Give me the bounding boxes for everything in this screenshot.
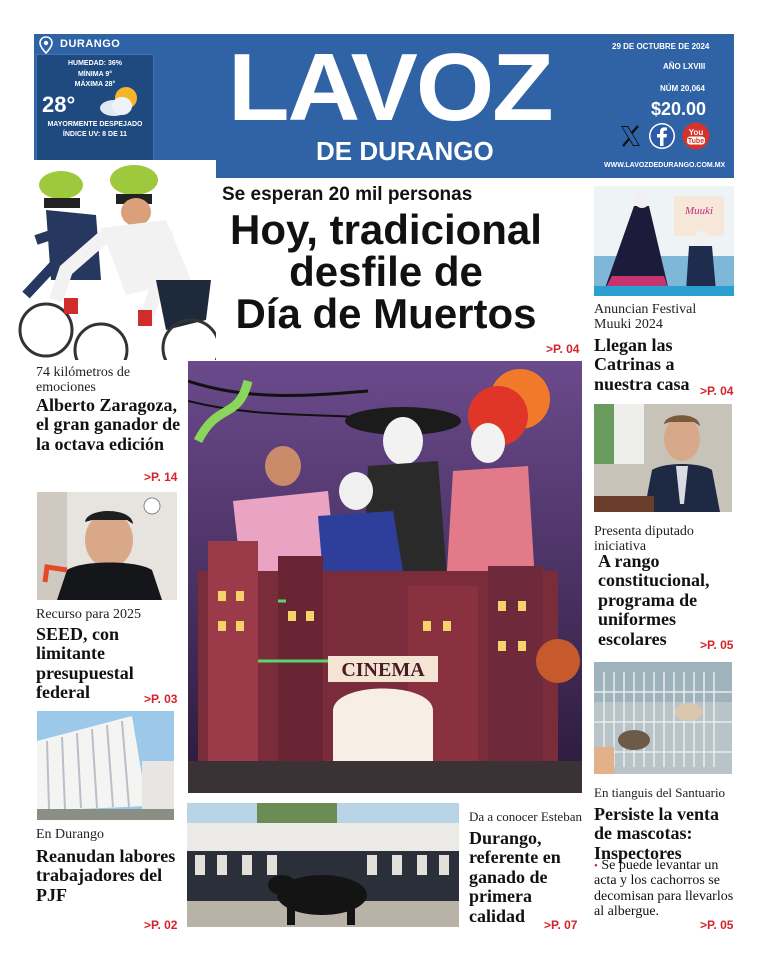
catrinas-photo [594, 186, 734, 296]
weather-temperature: 28° [42, 92, 76, 117]
main-story-photo [188, 361, 582, 793]
main-headline-line: Día de Muertos [235, 290, 537, 337]
left-story-2-headline[interactable]: SEED, con limitante presupuestal federal [36, 624, 134, 703]
website-url[interactable]: WWW.LAVOZDEDURANGO.COM.MX [604, 162, 726, 169]
issue-year: AÑO LXVIII [663, 62, 706, 71]
main-headline-line: desfile de [289, 248, 483, 295]
weather-humidity: HUMEDAD: 36% [67, 60, 123, 67]
cinema-sign: CINEMA [341, 659, 425, 681]
center-story-headline[interactable]: Durango, referente en ganado de primera calidad [469, 828, 561, 926]
right-story-2-page-ref[interactable]: >P. 05 [700, 638, 734, 652]
left-story-3-headline[interactable]: Reanudan labores trabajadores del PJF [36, 846, 176, 905]
youtube-icon[interactable] [681, 122, 711, 150]
weather-uv-index: ÍNDICE UV: 8 DE 11 [62, 131, 128, 138]
newspaper-logo-subtitle: DE DURANGO [316, 136, 494, 166]
main-headline-line: Hoy, tradicional [230, 206, 542, 253]
main-story-headline[interactable] [188, 206, 584, 337]
left-story-3-page-ref[interactable]: >P. 02 [144, 918, 178, 932]
right-story-2-kicker: Presenta diputado iniciativa [594, 524, 694, 555]
left-story-1-kicker: 74 kilómetros de emociones [36, 365, 131, 396]
muuki-sign: Muuki [684, 205, 714, 217]
right-story-1-page-ref[interactable]: >P. 04 [700, 384, 734, 398]
left-story-2-kicker: Recurso para 2025 [36, 607, 141, 622]
cattle-event-photo [187, 803, 459, 927]
right-story-3-summary [594, 858, 734, 920]
left-story-1-page-ref[interactable]: >P. 14 [144, 470, 178, 484]
partly-sunny-icon [94, 84, 144, 120]
youtube-label-you: You [688, 128, 704, 137]
diputado-photo [594, 404, 732, 512]
pjf-building-photo [37, 711, 174, 820]
cyclists-photo [6, 160, 216, 360]
x-social-icon[interactable] [616, 122, 644, 150]
location-label: DURANGO [60, 38, 121, 50]
right-story-1-headline[interactable]: Llegan las Catrinas a nuestra casa [594, 335, 690, 394]
right-story-3-kicker: En tianguis del Santuario [594, 785, 726, 800]
center-story-page-ref[interactable]: >P. 07 [544, 918, 578, 932]
pet-cages-photo [594, 662, 732, 774]
right-story-2-headline[interactable]: A rango constitucional, programa de uniformes escolares [598, 551, 710, 649]
main-story-kicker: Se esperan 20 mil personas [222, 184, 473, 205]
right-story-3-summary-text: Se puede levantar un acta y los cachorros se decomisan para llevarlos al albergue. [594, 858, 734, 920]
bullet-icon: • [594, 860, 598, 872]
weather-max: MÁXIMA 28° [74, 81, 116, 88]
youtube-label-tube: Tube [687, 138, 705, 145]
location-pin-icon [38, 36, 54, 54]
right-story-1-kicker: Anuncian Festival Muuki 2024 [594, 302, 697, 333]
right-story-3-headline[interactable]: Persiste la venta de mascotas: Inspectores [594, 804, 719, 863]
main-story-page-ref[interactable]: >P. 04 [546, 342, 580, 356]
issue-number: NÚM 20,064 [660, 84, 705, 93]
newspaper-logo: LAVOZ [228, 34, 552, 141]
weather-min: MÍNIMA 9° [77, 71, 113, 78]
center-story-kicker: Da a conocer Esteban [469, 809, 582, 824]
right-story-3-page-ref[interactable]: >P. 05 [700, 918, 734, 932]
left-story-2-page-ref[interactable]: >P. 03 [144, 692, 178, 706]
issue-price: $20.00 [651, 99, 707, 119]
facebook-icon[interactable] [648, 122, 676, 150]
seed-official-photo [37, 492, 177, 600]
issue-date: 29 DE OCTUBRE DE 2024 [612, 42, 710, 51]
left-story-3-kicker: En Durango [36, 827, 105, 842]
weather-condition: MAYORMENTE DESPEJADO [47, 121, 143, 128]
left-story-1-headline[interactable]: Alberto Zaragoza, el gran ganador de la octava edición [36, 395, 181, 454]
